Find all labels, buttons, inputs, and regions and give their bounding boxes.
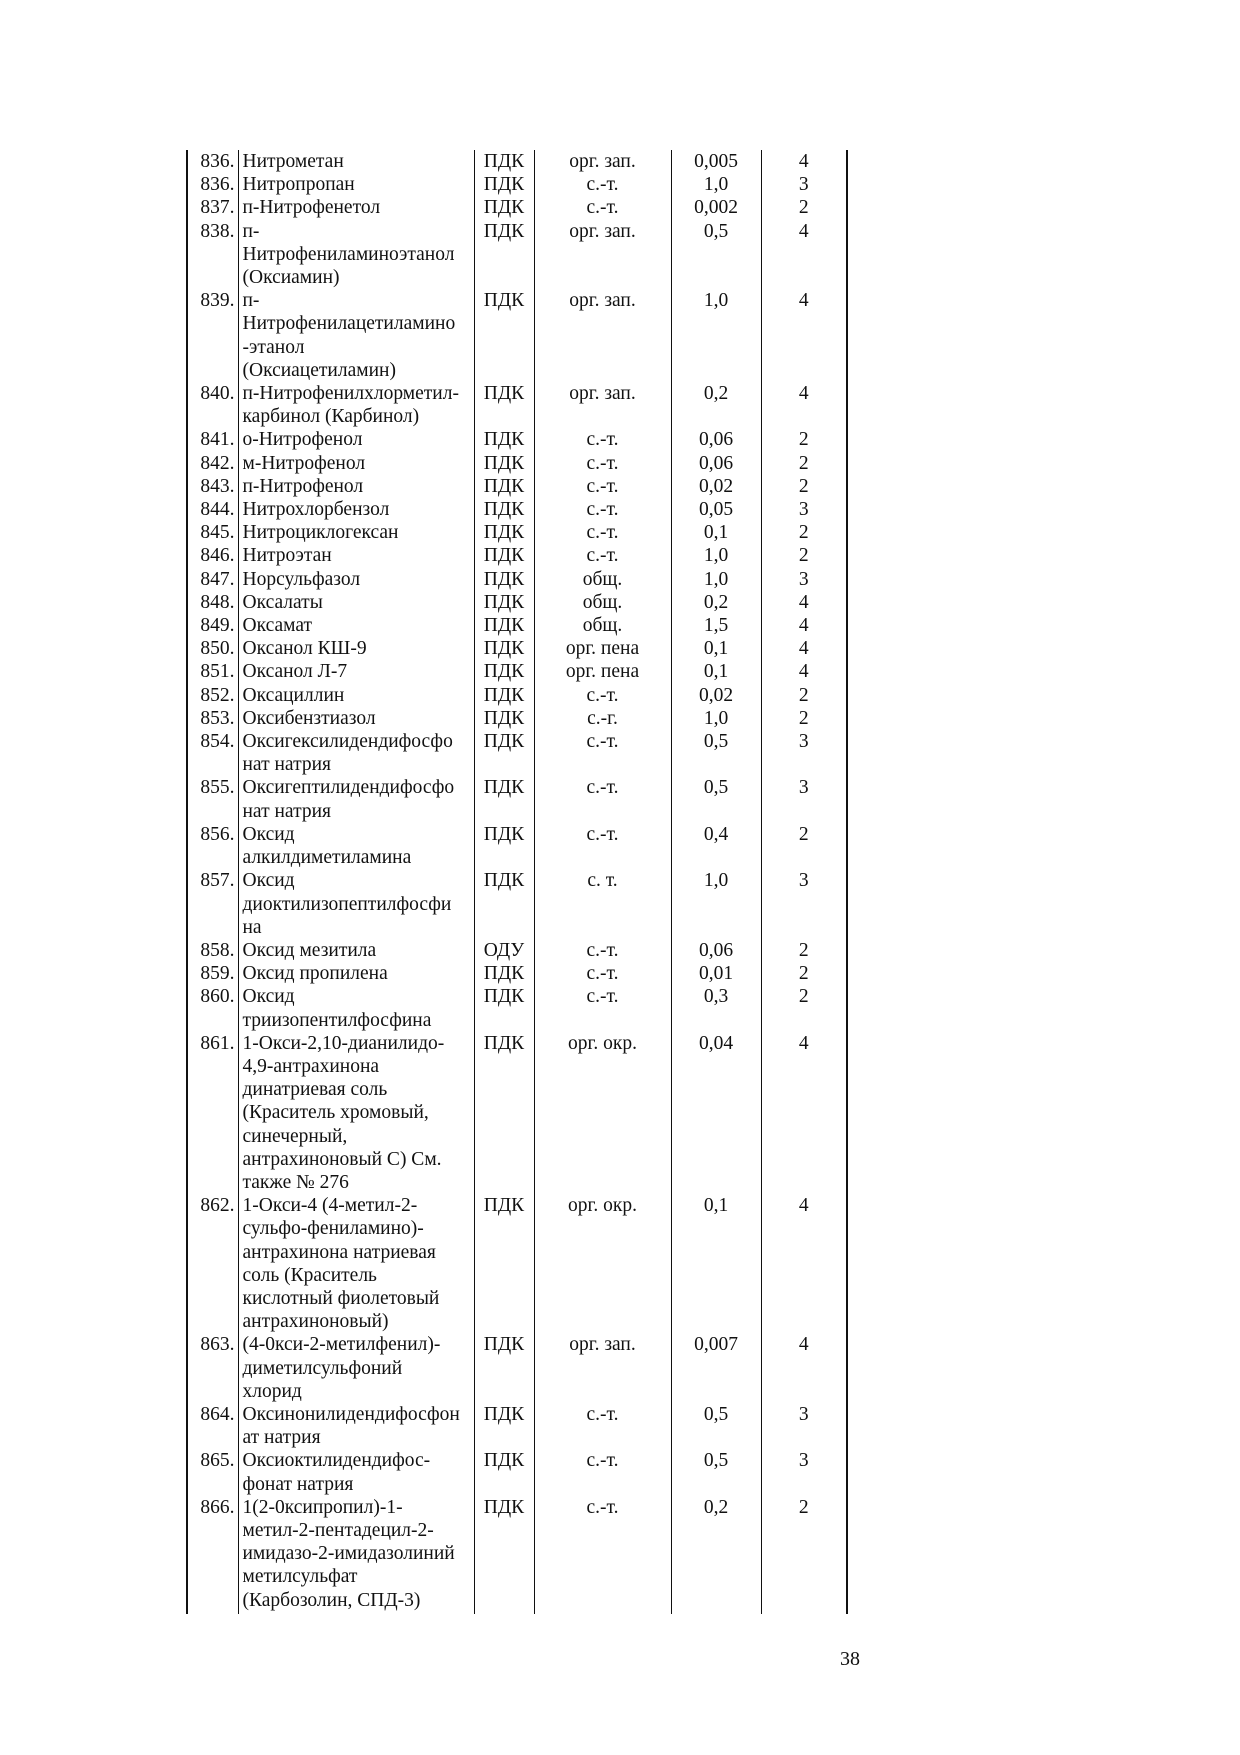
hazard-class: 2 [761, 452, 847, 475]
limit-type: ПДК [474, 1496, 534, 1614]
table-row [187, 962, 847, 985]
limit-type: ПДК [474, 196, 534, 219]
hazard-sign: с. т. [534, 869, 671, 939]
table-row [187, 1449, 847, 1495]
row-number: 849. [187, 614, 238, 637]
hazard-class: 4 [761, 150, 847, 173]
limit-value: 0,5 [671, 1403, 761, 1449]
hazard-sign: с.-т. [534, 452, 671, 475]
hazard-sign: с.-т. [534, 1449, 671, 1495]
hazard-sign: с.-т. [534, 196, 671, 219]
substance-name: Оксанол Л-7 [238, 660, 474, 683]
limit-type: ПДК [474, 1194, 534, 1333]
hazard-sign: орг. зап. [534, 382, 671, 428]
table-row [187, 498, 847, 521]
row-number: 850. [187, 637, 238, 660]
row-number: 836. [187, 173, 238, 196]
substance-name: Оксамат [238, 614, 474, 637]
hazard-sign: с.-т. [534, 521, 671, 544]
row-number: 846. [187, 544, 238, 567]
row-number: 843. [187, 475, 238, 498]
hazard-class: 2 [761, 962, 847, 985]
table-row [187, 707, 847, 730]
hazard-sign: орг. зап. [534, 150, 671, 173]
limit-value: 0,1 [671, 521, 761, 544]
limit-type: ПДК [474, 220, 534, 290]
table-row [187, 1403, 847, 1449]
limit-value: 0,5 [671, 776, 761, 822]
hazard-class: 3 [761, 776, 847, 822]
limit-value: 0,06 [671, 428, 761, 451]
substance-name: Оксид диоктилизопептилфосфи на [238, 869, 474, 939]
hazard-sign: с.-т. [534, 730, 671, 776]
table-row [187, 452, 847, 475]
limit-value: 0,5 [671, 220, 761, 290]
limit-value: 0,007 [671, 1333, 761, 1403]
hazard-sign: с.-т. [534, 173, 671, 196]
hazard-class: 4 [761, 1333, 847, 1403]
limit-value: 0,05 [671, 498, 761, 521]
table-row [187, 637, 847, 660]
hazard-sign: с.-т. [534, 962, 671, 985]
table-row [187, 428, 847, 451]
limit-type: ПДК [474, 985, 534, 1031]
row-number: 842. [187, 452, 238, 475]
substance-name: Оксациллин [238, 684, 474, 707]
hazard-sign: орг. пена [534, 637, 671, 660]
row-number: 853. [187, 707, 238, 730]
substance-name: Оксид мезитила [238, 939, 474, 962]
hazard-class: 2 [761, 985, 847, 1031]
hazard-class: 4 [761, 1194, 847, 1333]
table-row [187, 823, 847, 869]
substance-table-body [187, 150, 847, 1614]
limit-value: 0,02 [671, 684, 761, 707]
hazard-sign: с.-т. [534, 823, 671, 869]
substance-name: Оксигептилидендифосфо нат натрия [238, 776, 474, 822]
row-number: 854. [187, 730, 238, 776]
row-number: 839. [187, 289, 238, 382]
limit-value: 0,1 [671, 660, 761, 683]
row-number: 840. [187, 382, 238, 428]
substance-name: Оксид алкилдиметиламина [238, 823, 474, 869]
hazard-sign: орг. окр. [534, 1032, 671, 1194]
row-number: 838. [187, 220, 238, 290]
hazard-sign: орг. зап. [534, 220, 671, 290]
table-row [187, 544, 847, 567]
limit-value: 1,5 [671, 614, 761, 637]
hazard-class: 3 [761, 730, 847, 776]
hazard-sign: орг. зап. [534, 289, 671, 382]
substance-name: Нитрохлорбензол [238, 498, 474, 521]
limit-value: 1,0 [671, 544, 761, 567]
substance-name: Оксибензтиазол [238, 707, 474, 730]
table-row [187, 173, 847, 196]
substance-name: Нитроциклогексан [238, 521, 474, 544]
substance-name: Нитропропан [238, 173, 474, 196]
substance-name: (4-0кси-2-метилфенил)- диметилсульфоний хлорид [238, 1333, 474, 1403]
limit-type: ПДК [474, 1449, 534, 1495]
hazard-sign: с.-т. [534, 985, 671, 1031]
limit-value: 0,04 [671, 1032, 761, 1194]
hazard-sign: общ. [534, 614, 671, 637]
hazard-class: 4 [761, 220, 847, 290]
hazard-class: 4 [761, 382, 847, 428]
substance-name: Оксалаты [238, 591, 474, 614]
hazard-class: 4 [761, 637, 847, 660]
limit-value: 0,01 [671, 962, 761, 985]
hazard-sign: орг. окр. [534, 1194, 671, 1333]
substance-name: Нитрометан [238, 150, 474, 173]
limit-value: 0,2 [671, 1496, 761, 1614]
limit-type: ПДК [474, 498, 534, 521]
hazard-class: 4 [761, 660, 847, 683]
hazard-class: 3 [761, 1403, 847, 1449]
limit-value: 0,06 [671, 452, 761, 475]
hazard-class: 2 [761, 1496, 847, 1614]
table-row [187, 614, 847, 637]
limit-type: ПДК [474, 823, 534, 869]
substance-name: п- Нитрофенилацетиламино -этанол (Оксиацетиламин) [238, 289, 474, 382]
limit-type: ПДК [474, 962, 534, 985]
hazard-class: 2 [761, 521, 847, 544]
substance-name: Оксид триизопентилфосфина [238, 985, 474, 1031]
limit-type: ПДК [474, 707, 534, 730]
limit-type: ПДК [474, 475, 534, 498]
page-number: 38 [840, 1648, 860, 1670]
table-row [187, 1194, 847, 1333]
row-number: 858. [187, 939, 238, 962]
limit-value: 1,0 [671, 289, 761, 382]
substance-name: о-Нитрофенол [238, 428, 474, 451]
limit-type: ПДК [474, 173, 534, 196]
hazard-sign: с.-т. [534, 428, 671, 451]
limit-type: ПДК [474, 1333, 534, 1403]
substance-name: 1-Окси-4 (4-метил-2- сульфо-фениламино)- антрахинона натриевая соль (Краситель кислотный фиолетовый антрахиноновый) [238, 1194, 474, 1333]
limit-type: ПДК [474, 730, 534, 776]
row-number: 861. [187, 1032, 238, 1194]
hazard-class: 2 [761, 684, 847, 707]
limit-type: ПДК [474, 637, 534, 660]
limit-type: ПДК [474, 521, 534, 544]
hazard-sign: с.-г. [534, 707, 671, 730]
substance-name: Оксид пропилена [238, 962, 474, 985]
table-row [187, 150, 847, 173]
limit-value: 1,0 [671, 707, 761, 730]
hazard-class: 3 [761, 568, 847, 591]
substance-name: п-Нитрофенол [238, 475, 474, 498]
row-number: 848. [187, 591, 238, 614]
row-number: 847. [187, 568, 238, 591]
limit-type: ПДК [474, 428, 534, 451]
hazard-sign: с.-т. [534, 684, 671, 707]
table-row [187, 939, 847, 962]
table-row [187, 568, 847, 591]
substance-name: Оксиоктилидендифос- фонат натрия [238, 1449, 474, 1495]
limit-value: 1,0 [671, 568, 761, 591]
limit-type: ПДК [474, 684, 534, 707]
row-number: 860. [187, 985, 238, 1031]
hazard-class: 2 [761, 707, 847, 730]
table-row [187, 220, 847, 290]
hazard-sign: с.-т. [534, 544, 671, 567]
row-number: 859. [187, 962, 238, 985]
hazard-class: 4 [761, 614, 847, 637]
table-row [187, 660, 847, 683]
limit-value: 0,1 [671, 637, 761, 660]
substance-name: Нитроэтан [238, 544, 474, 567]
hazard-class: 3 [761, 1449, 847, 1495]
limit-type: ПДК [474, 452, 534, 475]
limit-type: ОДУ [474, 939, 534, 962]
limit-value: 0,3 [671, 985, 761, 1031]
hazard-sign: орг. пена [534, 660, 671, 683]
row-number: 837. [187, 196, 238, 219]
hazard-sign: с.-т. [534, 1496, 671, 1614]
table-row [187, 985, 847, 1031]
hazard-sign: орг. зап. [534, 1333, 671, 1403]
limit-type: ПДК [474, 568, 534, 591]
limit-value: 1,0 [671, 173, 761, 196]
limit-type: ПДК [474, 660, 534, 683]
hazard-class: 2 [761, 939, 847, 962]
limit-value: 0,002 [671, 196, 761, 219]
limit-type: ПДК [474, 544, 534, 567]
substance-name: 1-Окси-2,10-дианилидо- 4,9-антрахинона динатриевая соль (Краситель хромовый, синечерный, антрахиноновый С) См. также № 276 [238, 1032, 474, 1194]
substance-table [186, 150, 848, 1614]
limit-type: ПДК [474, 869, 534, 939]
limit-value: 0,06 [671, 939, 761, 962]
limit-type: ПДК [474, 776, 534, 822]
row-number: 852. [187, 684, 238, 707]
limit-value: 0,5 [671, 730, 761, 776]
substance-name: Оксигексилидендифосфо нат натрия [238, 730, 474, 776]
row-number: 857. [187, 869, 238, 939]
hazard-class: 4 [761, 591, 847, 614]
hazard-class: 3 [761, 173, 847, 196]
hazard-class: 3 [761, 498, 847, 521]
row-number: 866. [187, 1496, 238, 1614]
hazard-class: 2 [761, 475, 847, 498]
row-number: 841. [187, 428, 238, 451]
hazard-sign: с.-т. [534, 498, 671, 521]
table-row [187, 475, 847, 498]
table-row [187, 289, 847, 382]
row-number: 865. [187, 1449, 238, 1495]
limit-value: 0,2 [671, 591, 761, 614]
substance-name: п-Нитрофенетол [238, 196, 474, 219]
hazard-sign: общ. [534, 568, 671, 591]
limit-value: 0,005 [671, 150, 761, 173]
limit-value: 1,0 [671, 869, 761, 939]
substance-name: Оксанол КШ-9 [238, 637, 474, 660]
substance-name: Норсульфазол [238, 568, 474, 591]
hazard-class: 3 [761, 869, 847, 939]
limit-value: 0,02 [671, 475, 761, 498]
table-row [187, 1333, 847, 1403]
table-row [187, 684, 847, 707]
row-number: 844. [187, 498, 238, 521]
substance-name: 1(2-0ксипропил)-1- метил-2-пентадецил-2- имидазо-2-имидазолиний метилсульфат (Карбозолин, СПД-3) [238, 1496, 474, 1614]
row-number: 851. [187, 660, 238, 683]
limit-type: ПДК [474, 150, 534, 173]
table-row [187, 591, 847, 614]
row-number: 856. [187, 823, 238, 869]
limit-type: ПДК [474, 1403, 534, 1449]
table-row [187, 1496, 847, 1614]
table-row [187, 382, 847, 428]
hazard-sign: с.-т. [534, 475, 671, 498]
limit-value: 0,2 [671, 382, 761, 428]
table-row [187, 521, 847, 544]
table-row [187, 869, 847, 939]
hazard-class: 2 [761, 544, 847, 567]
substance-name: м-Нитрофенол [238, 452, 474, 475]
row-number: 855. [187, 776, 238, 822]
hazard-class: 2 [761, 428, 847, 451]
row-number: 836. [187, 150, 238, 173]
hazard-class: 2 [761, 823, 847, 869]
limit-value: 0,1 [671, 1194, 761, 1333]
table-row [187, 1032, 847, 1194]
hazard-class: 4 [761, 289, 847, 382]
row-number: 864. [187, 1403, 238, 1449]
substance-name: п- Нитрофениламиноэтанол (Оксиамин) [238, 220, 474, 290]
table-row [187, 196, 847, 219]
hazard-class: 4 [761, 1032, 847, 1194]
limit-value: 0,5 [671, 1449, 761, 1495]
hazard-sign: с.-т. [534, 776, 671, 822]
hazard-sign: с.-т. [534, 939, 671, 962]
limit-type: ПДК [474, 614, 534, 637]
hazard-sign: общ. [534, 591, 671, 614]
limit-value: 0,4 [671, 823, 761, 869]
limit-type: ПДК [474, 591, 534, 614]
limit-type: ПДК [474, 289, 534, 382]
limit-type: ПДК [474, 1032, 534, 1194]
table-row [187, 730, 847, 776]
hazard-class: 2 [761, 196, 847, 219]
row-number: 863. [187, 1333, 238, 1403]
row-number: 862. [187, 1194, 238, 1333]
limit-type: ПДК [474, 382, 534, 428]
row-number: 845. [187, 521, 238, 544]
substance-name: Оксинонилидендифосфон ат натрия [238, 1403, 474, 1449]
table-row [187, 776, 847, 822]
substance-name: п-Нитрофенилхлорметил- карбинол (Карбинол) [238, 382, 474, 428]
hazard-sign: с.-т. [534, 1403, 671, 1449]
